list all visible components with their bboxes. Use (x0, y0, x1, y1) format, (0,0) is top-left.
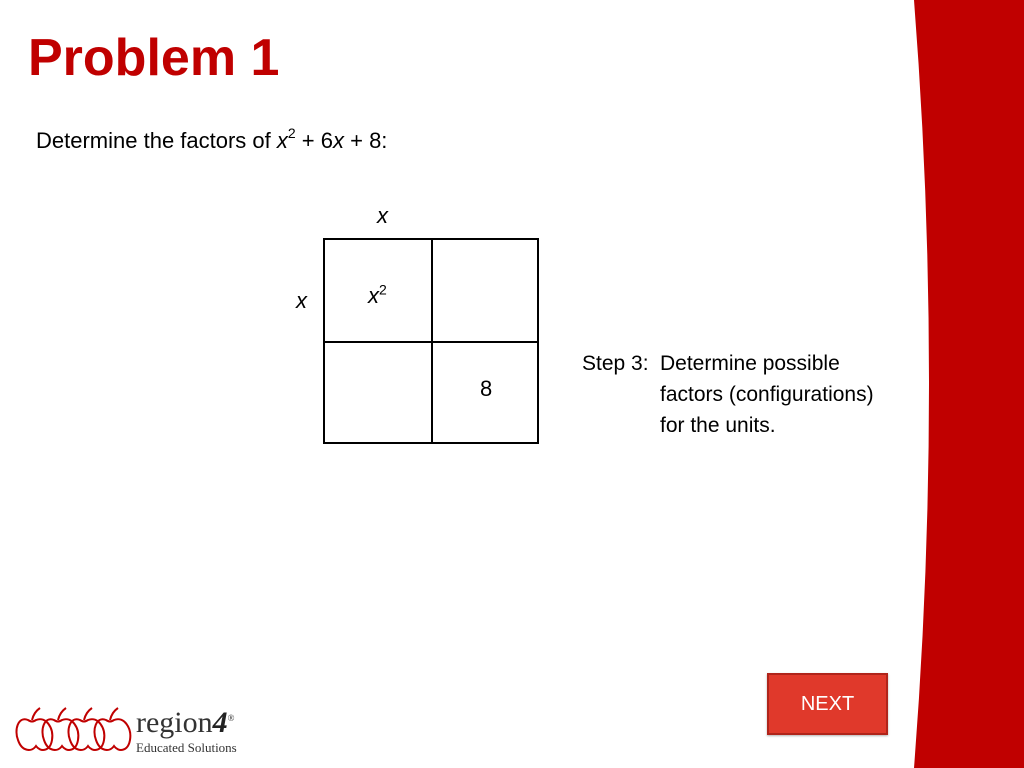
problem-prompt (36, 124, 388, 154)
step-heading: Step 3: (582, 352, 649, 375)
cell-top-left-exponent: 2 (379, 281, 387, 298)
step-row (582, 348, 874, 441)
cell-bottom-right: 8 (480, 376, 493, 401)
grid-left-label: x (296, 288, 307, 313)
cell-top-left-variable: x (368, 283, 379, 308)
step-body (660, 348, 874, 441)
slide-title: Problem 1 (28, 29, 280, 87)
step-line-2: factors (configurations) (660, 383, 874, 406)
prompt-tail: + 8: (344, 128, 388, 153)
logo-number: 4 (212, 706, 228, 739)
logo-tagline: Educated Solutions (136, 740, 237, 755)
prompt-exponent: 2 (287, 124, 296, 141)
area-model-grid (323, 238, 539, 444)
grid-divider-horizontal (325, 341, 537, 343)
logo-wordmark (136, 708, 234, 738)
step-line-1: Determine possible (660, 352, 840, 375)
logo-registered-mark: ® (227, 713, 235, 723)
prompt-variable-2: x (333, 128, 344, 153)
step-line-3: for the units. (660, 414, 776, 437)
next-button[interactable]: NEXT (767, 673, 888, 735)
side-band-shape (914, 0, 1024, 768)
prompt-text-before: Determine the factors of (36, 128, 277, 153)
region4-logo (14, 704, 264, 760)
apples-icon (14, 706, 134, 756)
step-instruction (582, 348, 874, 441)
logo-word: region (136, 706, 213, 739)
grid-top-label: x (377, 203, 388, 228)
prompt-middle: + 6 (295, 128, 333, 153)
prompt-variable: x (276, 128, 288, 153)
red-side-band (914, 0, 1024, 768)
cell-top-left (368, 283, 387, 309)
